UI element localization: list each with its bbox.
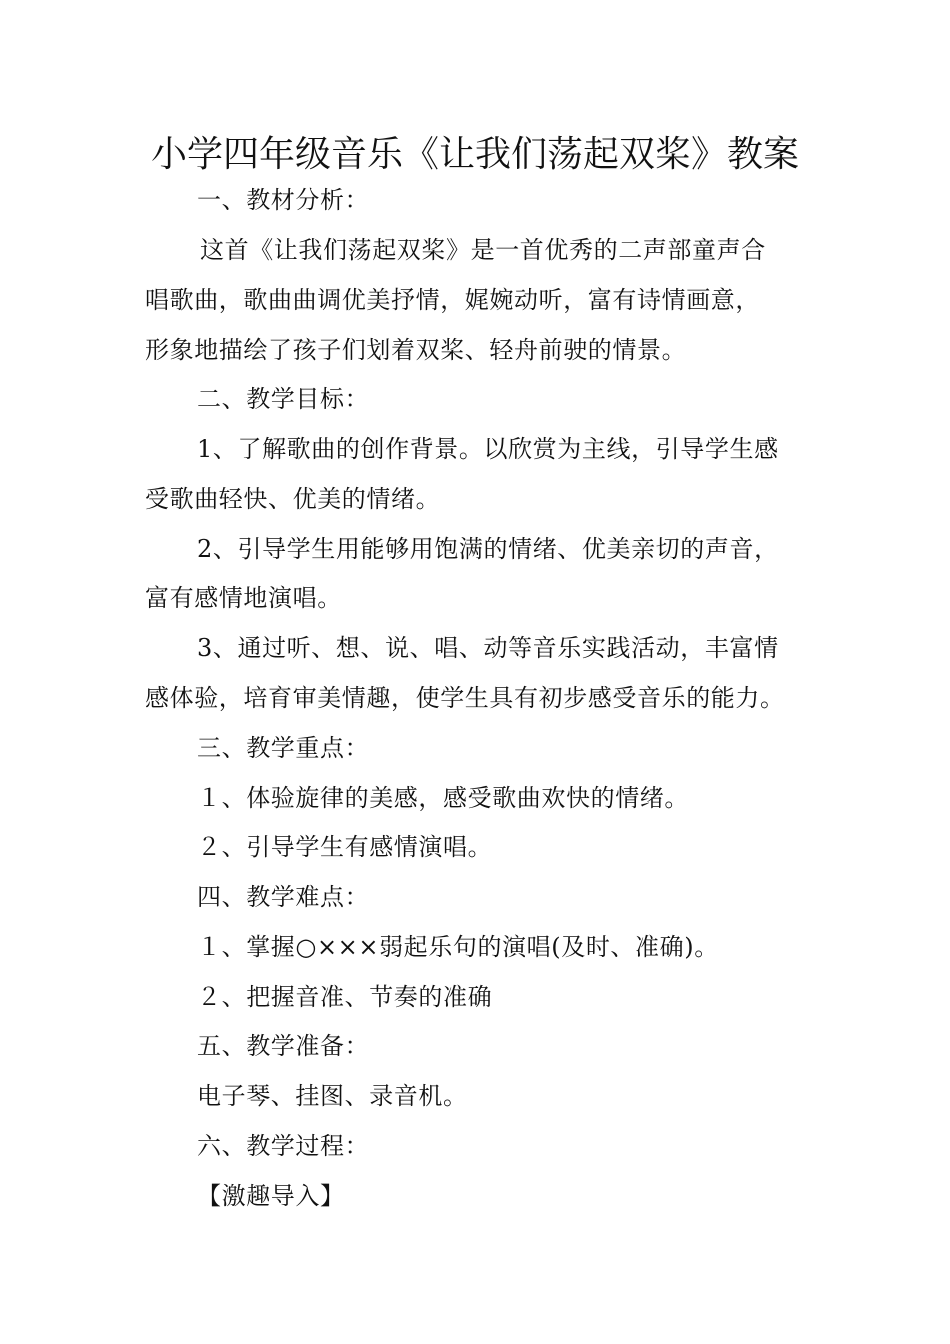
- subsection-heading: 【激趣导入】: [197, 1182, 345, 1210]
- section-heading-difficulties: 四、教学难点：: [197, 883, 370, 911]
- section-heading-preparation: 五、教学准备：: [197, 1032, 370, 1060]
- paragraph-line: 电子琴、挂图、录音机。: [197, 1082, 468, 1110]
- paragraph-line: 形象地描绘了孩子们划着双桨、轻舟前驶的情景。: [145, 336, 687, 364]
- section-heading-materials: 一、教材分析：: [197, 186, 370, 214]
- list-item: ２、把握音准、节奏的准确: [197, 983, 493, 1011]
- paragraph-line: 感体验，培育审美情趣，使学生具有初步感受音乐的能力。: [145, 684, 785, 712]
- section-heading-goals: 二、教学目标：: [197, 385, 370, 413]
- paragraph-line: 这首《让我们荡起双桨》是一首优秀的二声部童声合: [200, 236, 766, 264]
- list-item: ２、引导学生有感情演唱。: [197, 833, 493, 861]
- list-item: １、体验旋律的美感，感受歌曲欢快的情绪。: [197, 784, 689, 812]
- section-heading-process: 六、教学过程：: [197, 1132, 370, 1160]
- paragraph-line: 1、了解歌曲的创作背景。以欣赏为主线，引导学生感: [197, 435, 779, 463]
- paragraph-line: 3、通过听、想、说、唱、动等音乐实践活动，丰富情: [197, 634, 779, 662]
- paragraph-line: 富有感情地演唱。: [145, 584, 342, 612]
- paragraph-line: 受歌曲轻快、优美的情绪。: [145, 485, 441, 513]
- list-item: １、掌握○×××弱起乐句的演唱(及时、准确)。: [197, 933, 719, 961]
- paragraph-line: 唱歌曲，歌曲曲调优美抒情，娓婉动听，富有诗情画意，: [145, 286, 760, 314]
- page-title: 小学四年级音乐《让我们荡起双桨》教案: [150, 134, 799, 175]
- section-heading-key-points: 三、教学重点：: [197, 734, 370, 762]
- paragraph-line: 2、引导学生用能够用饱满的情绪、优美亲切的声音，: [197, 535, 779, 563]
